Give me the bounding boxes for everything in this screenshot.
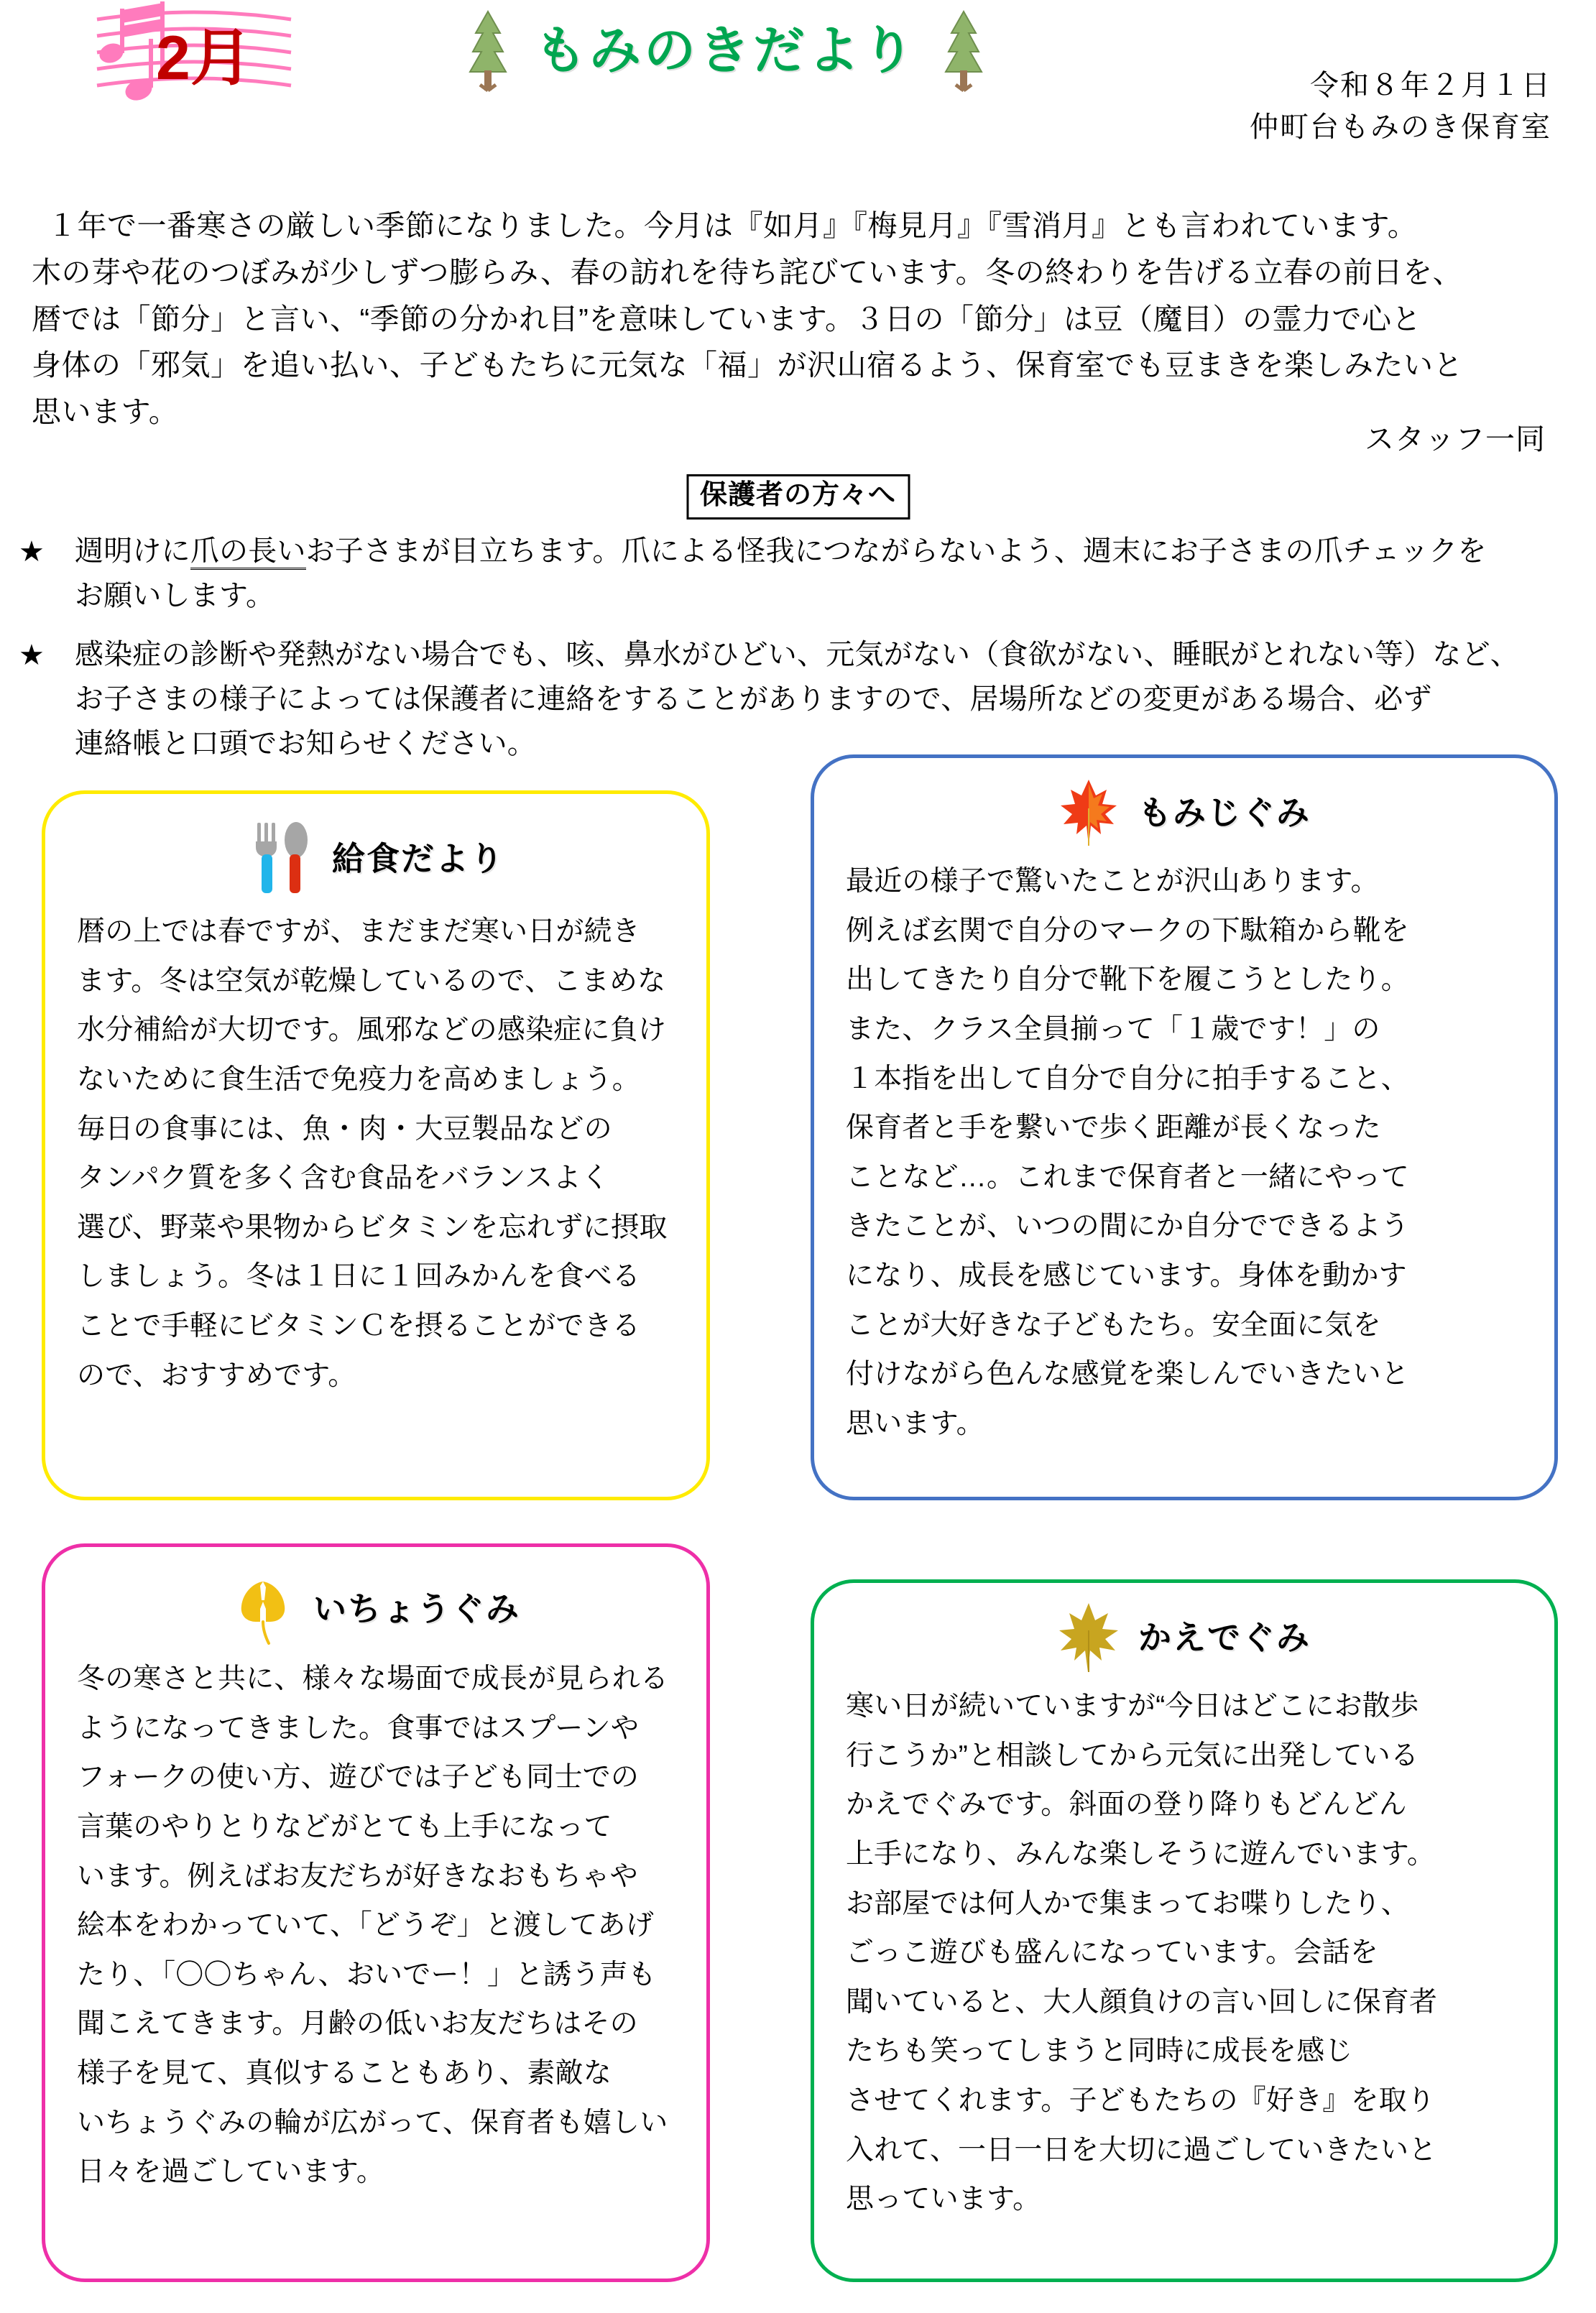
panel-line: ことなど…。これまで保育者と一緒にやって [846, 1161, 1410, 1193]
panel-line: ことで手軽にビタミンＣを摂ることができる [77, 1311, 641, 1342]
panel-body [45, 1651, 706, 2215]
panel-momijigumi [811, 754, 1558, 1500]
newsletter-title-group [460, 6, 992, 96]
panel-line: させてくれます。子どもたちの『好き』を取り [846, 2085, 1436, 2116]
intro-paragraph [32, 203, 1555, 435]
panel-line: 思っています。 [846, 2184, 1041, 2215]
panel-header [45, 1547, 706, 1651]
panel-line: 入れて、一日一日を大切に過ごしていきたいと [846, 2134, 1437, 2166]
panel-kyushoku-dayori [42, 790, 710, 1500]
notice-body [75, 529, 1571, 618]
panel-title: いちょうぐみ [313, 1590, 520, 1628]
panel-line: たり、「〇〇ちゃん、おいでー！」と誘う声も [77, 1959, 657, 1990]
panel-title: かえでぐみ [1138, 1619, 1311, 1656]
notice-emphasis: 爪の長い [190, 535, 306, 570]
panel-line: かえでぐみです。斜面の登り降りもどんどん [846, 1789, 1407, 1821]
panel-line: きたことが、いつの間にか自分でできるよう [846, 1211, 1410, 1242]
header-meta [1250, 65, 1551, 148]
issuer-name: 仲町台もみのき保育室 [1250, 111, 1551, 143]
panel-line: １本指を出して自分で自分に拍手すること、 [846, 1063, 1410, 1094]
month-badge-label: 2月 [156, 24, 252, 93]
notice-line: お子さまの様子によっては保護者に連絡をすることがありますので、居場所などの変更がある場合、必ず [75, 683, 1432, 715]
panel-line: 言葉のやりとりなどがとても上手になって [77, 1811, 612, 1842]
panel-line: 絵本をわかっていて、「どうぞ」と渡してあげ [77, 1910, 654, 1942]
month-badge [68, 1, 320, 109]
panel-line: 聞いていると、大人顔負けの言い回しに保育者 [846, 1986, 1438, 2018]
panel-line: 水分補給が大切です。風邪などの感染症に負け [77, 1015, 667, 1046]
notice-line [75, 529, 1571, 573]
intro-line: 暦では「節分」と言い、“季節の分かれ目”を意味しています。３日の「節分」は豆（魔目）の霊力で心と [32, 302, 1422, 336]
panel-title: 給食だより [332, 840, 504, 877]
panel-body [814, 1678, 1554, 2242]
intro-line: 身体の「邪気」を追い払い、子どもたちに元気な「福」が沢山宿るよう、保育室でも豆まきを楽しみたいと [32, 348, 1463, 382]
panel-line: になり、成長を感じています。身体を動かす [846, 1260, 1407, 1291]
panel-title: もみじぐみ [1138, 794, 1311, 831]
panel-line: 行こうか”と相談してから元気に出発している [846, 1740, 1419, 1771]
panel-line: たちも笑ってしまうと同時に成長を感じ [846, 2036, 1353, 2067]
panel-line: います。例えばお友だちが好きなおもちゃや [77, 1860, 638, 1892]
notice-line: 感染症の診断や発熱がない場合でも、咳、鼻水がひどい、元気がない（食欲がない、睡眠がとれない等）など、 [75, 639, 1519, 670]
panel-line: 日々を過ごしています。 [77, 2156, 385, 2188]
panel-line: ないために食生活で免疫力を高めましょう。 [77, 1063, 641, 1095]
panel-line: ごっこ遊びも盛んになっています。会話を [846, 1937, 1378, 1969]
fork-and-spoon-icon [247, 818, 313, 899]
panel-line: 上手になり、みんな楽しそうに遊んでいます。 [846, 1838, 1436, 1870]
panel-line: 出してきたり自分で靴下を履こうとしたり。 [846, 964, 1410, 996]
panel-line: お部屋では何人かで集まってお喋りしたり、 [846, 1888, 1410, 1919]
panel-line: ようになってきました。食事ではスプーンや [77, 1712, 640, 1744]
panel-ichougumi [42, 1543, 710, 2282]
notice-text-pre: 週明けに [75, 535, 190, 567]
page-title: もみのきだより [535, 22, 918, 80]
panel-line: 聞こえてきます。月齢の低いお友だちはその [77, 2008, 638, 2040]
maple-leaf-gold-icon [1058, 1602, 1120, 1673]
notice-line: お願いします。 [75, 580, 275, 611]
star-bullet-icon: ★ [19, 536, 45, 568]
panel-line: フォークの使い方、遊びでは子ども同士での [77, 1762, 640, 1793]
panel-line: 暦の上では春ですが、まだまだ寒い日が続き [77, 916, 641, 947]
panel-line: 様子を見て、真似することもあり、素敵な [77, 2058, 612, 2089]
issue-date: 令和８年２月１日 [1310, 70, 1551, 101]
panel-line: また、クラス全員揃って「１歳です！」の [846, 1013, 1380, 1045]
guardian-section-heading: 保護者の方々へ [686, 474, 910, 520]
notice-item [19, 632, 1571, 766]
panel-line: 寒い日が続いていますが“今日はどこにお散歩 [846, 1691, 1419, 1722]
panel-line: 例えば玄関で自分のマークの下駄箱から靴を [846, 915, 1410, 946]
signature: スタッフ一同 [1365, 423, 1546, 456]
panel-line: 選び、野菜や果物からビタミンを忘れずに摂取 [77, 1211, 668, 1243]
intro-line: 木の芽や花のつぼみが少しずつ膨らみ、春の訪れを待ち詫びています。冬の終わりを告げる立春の前日を、 [32, 255, 1463, 289]
panel-line: ので、おすすめです。 [77, 1359, 356, 1391]
panel-line: 付けながら色んな感覚を楽しんでいきたいと [846, 1359, 1410, 1390]
panel-line: 毎日の食事には、魚・肉・大豆製品などの [77, 1113, 612, 1145]
panel-header [814, 1583, 1554, 1678]
panel-line: 最近の様子で驚いたことが沢山あります。 [846, 866, 1379, 897]
panel-line: 冬の寒さと共に、様々な場面で成長が見られる [77, 1663, 669, 1694]
panel-line: しましょう。冬は１日に１回みかんを食べる [77, 1261, 641, 1293]
panel-line: タンパク質を多く含む食品をバランスよく [77, 1163, 609, 1194]
fir-tree-icon-right [936, 9, 992, 93]
panel-line: ます。冬は空気が乾燥しているので、こまめな [77, 965, 666, 997]
panel-body [814, 853, 1554, 1467]
page-header [0, 0, 1596, 143]
intro-line: １年で一番寒さの厳しい季節になりました。今月は『如月』『梅見月』『雪消月』とも言われています。 [47, 209, 1418, 242]
panel-line: ことが大好きな子どもたち。安全面に気を [846, 1309, 1381, 1341]
panel-kaedegumi [811, 1579, 1558, 2282]
notice-line: 連絡帳と口頭でお知らせください。 [75, 728, 536, 760]
panel-line: いちょうぐみの輪が広がって、保育者も嬉しい [77, 2107, 668, 2138]
fir-tree-icon-left [460, 9, 516, 93]
panel-line: 思います。 [846, 1408, 984, 1439]
notice-list [19, 529, 1571, 780]
maple-leaf-red-icon [1058, 777, 1120, 849]
notice-body [75, 632, 1571, 766]
panel-line: 保育者と手を繋いで歩く距離が長くなった [846, 1112, 1381, 1144]
panel-header [814, 758, 1554, 853]
notice-text-post: お子さまが目立ちます。爪による怪我につながらないよう、週末にお子さまの爪チェックを [305, 535, 1487, 567]
notice-item [19, 529, 1571, 618]
panel-header [45, 794, 706, 903]
intro-line: 思います。 [32, 395, 179, 429]
panel-body [45, 903, 706, 1418]
star-bullet-icon: ★ [19, 640, 45, 671]
ginkgo-leaf-icon [231, 1571, 295, 1646]
music-staff-icon [68, 1, 320, 109]
